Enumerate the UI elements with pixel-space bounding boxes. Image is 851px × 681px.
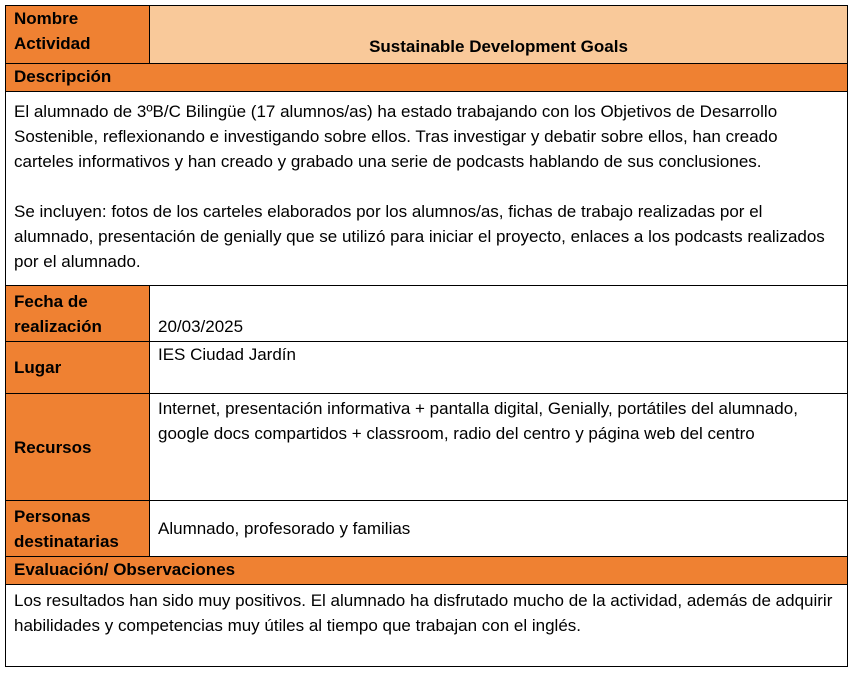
row-personas: [6, 501, 848, 557]
fecha-label: Fecha de realización: [6, 286, 150, 342]
row-evaluacion-header: [6, 557, 848, 585]
descripcion-paragraph-1: El alumnado de 3ºB/C Bilingüe (17 alumnos/as) ha estado trabajando con los Objetivos de Desarrollo Sostenible, reflexionando e investigando sobre ellos. Tras investigar y debatir sobre ellos, han creado carteles informativos y han creado y grabado una serie de podcasts hablando de sus conclusiones.: [14, 102, 778, 171]
lugar-label: Lugar: [6, 342, 150, 394]
descripcion-paragraph-2: Se incluyen: fotos de los carteles elaborados por los alumnos/as, fichas de trabajo realizadas por el alumnado, presentación de genially que se utilizó para iniciar el proyecto, enlaces a los podcasts realizados por el alumnado.: [14, 202, 825, 271]
row-evaluacion-body: [6, 585, 848, 667]
descripcion-body: [6, 92, 848, 286]
row-nombre-actividad: [6, 6, 848, 64]
recursos-value: Internet, presentación informativa + pantalla digital, Genially, portátiles del alumnado, google docs compartidos + classroom, radio del centro y página web del centro: [150, 394, 848, 501]
activity-title: Sustainable Development Goals: [150, 6, 848, 64]
row-descripcion-body: [6, 92, 848, 286]
evaluacion-value: Los resultados han sido muy positivos. El alumnado ha disfrutado mucho de la actividad, además de adquirir habilidades y competencias muy útiles al tiempo que trabajan con el inglés.: [6, 585, 848, 667]
row-lugar: [6, 342, 848, 394]
descripcion-label: Descripción: [6, 64, 848, 92]
row-descripcion-header: [6, 64, 848, 92]
row-recursos: [6, 394, 848, 501]
recursos-label: Recursos: [6, 394, 150, 501]
activity-table: [5, 5, 848, 667]
personas-value: Alumnado, profesorado y familias: [150, 501, 848, 557]
personas-label: Personas destinatarias: [6, 501, 150, 557]
nombre-actividad-label: Nombre Actividad: [6, 6, 150, 64]
lugar-value: IES Ciudad Jardín: [150, 342, 848, 394]
paragraph-spacer: [14, 174, 839, 199]
fecha-value: 20/03/2025: [150, 286, 848, 342]
evaluacion-label: Evaluación/ Observaciones: [6, 557, 848, 585]
row-fecha: [6, 286, 848, 342]
